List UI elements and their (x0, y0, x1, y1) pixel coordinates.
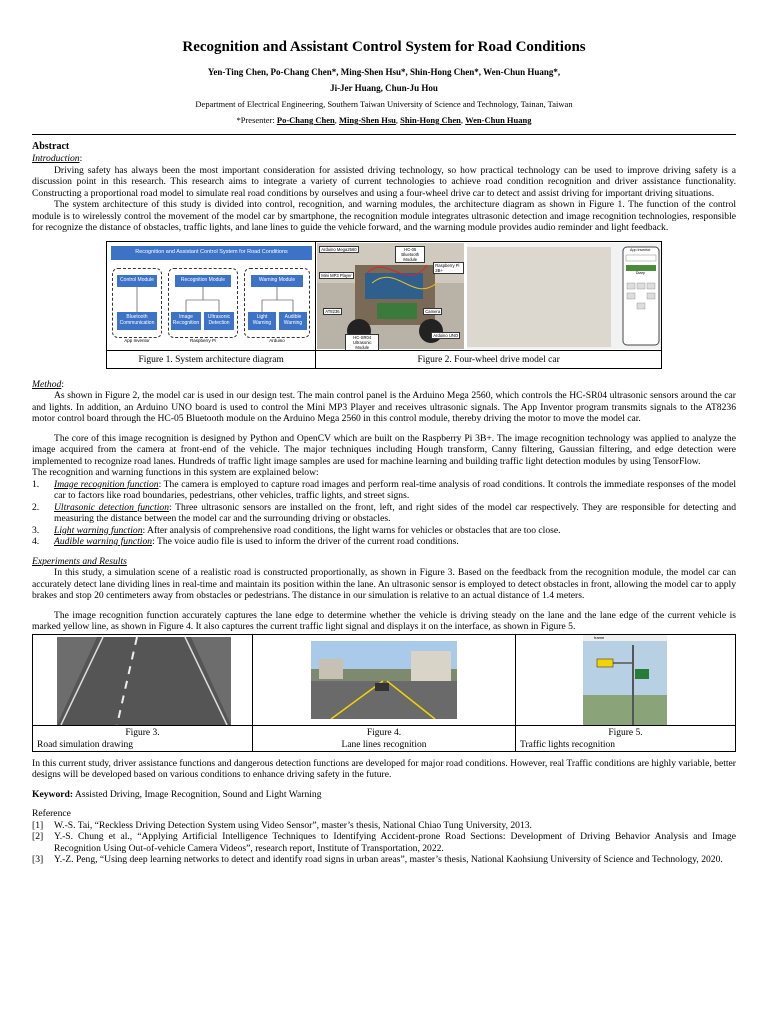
architecture-diagram (111, 246, 312, 344)
presenter-label: *Presenter: (236, 115, 275, 125)
presenter-line: *Presenter: Po-Chang Chen, Ming-Shen Hsu, Shin-Hong Chen, Wen-Chun Huang (236, 115, 532, 125)
affiliation: Department of Electrical Engineering, Southern Taiwan University of Science and Technology, Tainan, Taiwan (195, 99, 573, 109)
list-item: 2. Ultrasonic detection function: Three ultrasonic sensors are installed on the front, left, and right sides of the model car respectively. They are responsible for detecting and measuring the distance between the model car and the surrounding driving or obstacles. (32, 501, 736, 524)
figure-5 (516, 635, 735, 751)
figure-row-top (106, 241, 662, 369)
figure-3 (33, 635, 253, 751)
figure-1-caption: Figure 1. System architecture diagram (107, 350, 315, 368)
traffic-light-image (583, 635, 667, 725)
fig5-window-title: frame (594, 634, 605, 640)
phone-app-label: Diary (635, 269, 645, 275)
car-label: Arduino UNO (433, 332, 459, 338)
list-item: 4. Audible warning function: The voice audio file is used to inform the driver of the current road conditions. (32, 536, 459, 547)
diagram-title-bar: Recognition and Assistant Control System for Road Conditions (111, 246, 312, 260)
figure-5-number: Figure 5. (608, 727, 643, 738)
car-label: Arduino Mega2560 (321, 246, 357, 252)
list-item: [1] W.-S. Tai, “Reckless Driving Detection System using Video Sensor”, master’s thesis, National Chiao Tung University, 2013. (32, 819, 532, 831)
figure-2-caption: Figure 2. Four-wheel drive model car (316, 350, 661, 368)
road-simulation-image (57, 637, 231, 725)
poster-page: Recognition and Assistant Control System for Road Conditions Yen-Ting Chen, Po-Chang Chen*, Ming-Shen Hsu*, Shin-Hong Chen*, Wen-Chun Huang*, Ji-Jer Huang, Chun-Ju Hou Department of Electrical Engineering, Southern Taiwan University of Science and Technology, Tainan, Taiwan *Presenter: Po-Chang Chen, Ming-Shen Hsu, Shin-Hong Chen, Wen-Chun Huang Abstract Introduction: Driving safety has always been the most important consideration for assisted driving technology, so how practical technology can be used to improve driving safety is a discussion point in this research. This research aims to integrate a variety of current technologies to achieve road condition recognition and driver assistance functionality. Constructing a proportional road model to simulate real road conditions by ourselves and using a four-wheel drive car to detect and assist driving for important driving situations. The system architecture of this study is divided into control, recognition, and warning modules, the architecture diagram as shown in Figure 1. The function of the control module is to wirelessly control the movement of the model car by smartphone, the recognition module integrates ultrasonic detection and image recognition technologies, responsible for recognize the distance of obstacles, traffic lights, and lane lines to guide the vehicle forward, and the warning module provides audio reminder and light feedback. Recognition and Assistant Control System for Road Conditions Control Module Recognition Module Warning Module Bluetooth Communication Image Recognition Ultrasonic Detection Light Warning Audible Warning App Inventor Raspberry Pi Arduino Figure 1. System architecture diagram Arduino Mega2560 HC-05 Bluetooth Module Raspberry Pi 3B+ Mini MP3 Player AT8236 Camera HC-SR04 Ultrasonic Module Arduino UNO App Inventor Diary Figure 2. Four-wheel drive model car Method: As shown in Figure 2, the model car is used in our design test. The main control panel is the Arduino Mega 2560, which controls the HC-SR04 ultrasonic sensors around the car and lights. In addition, an Arduino UNO board is used to control the Mini MP3 Player and receives ultrasonic signals. The App Inventor program transmits signals to the AT8236 motor control board through the HC-05 Bluetooth module on the Arduino Mega 2560 in this control module, thereby driving the motor to move the model car. The core of this image recognition is designed by Python and OpenCV which are built on the Raspberry Pi 3B+. The image recognition technology was applied to analyze the image acquired from the camera at front-end of the vehicle. The major techniques including Hough transform, Canny filtering, Gaussian filtering, and edge detection were implemented to recognize road lanes. Hundreds of traffic light image samples are used for machine learning and building traffic light detection modules by using TensorFlow. The recognition and warning functions in this system are explained below: 1. Image recognition function: The camera is employed to capture road images and perform real-time analysis of road conditions. It controls the immediate responses of the model car to factors like road boundaries, pedestrians, other vehicles, traffic lights, and street signs. 2. Ultrasonic detection function: Three ultrasonic sensors are installed on the front, left, and right sides of the model car respectively. They are responsible for detecting and measuring the distance between the model car and the surrounding driving or obstacles. 3. Light warning function: After analysis of comprehensive road conditions, the light warns for vehicles or obstacles that are too close. 4. Audible warning function: The voice audio file is used to inform the driver of the current road conditions. Experiments and Results In this study, a simulation scene of a realistic road is constructed proportionally, as shown in Figure 3. Based on the feedback from the recognition module, the model car can accurately detect lane dividing lines in real-time and maintain its position within the lane. An ultrasonic sensor is employed to detect obstacles in front, allowing the model car to apply brakes and stop 20 centimeters away from obstacles or pedestrians. The distance in our simulation is relative to an actual distance of 1.4 meters. The image recognition function accurately captures the lane edge to determine whether the vehicle is driving steady on the lane and the lane edge of the current vehicle is marked yellow line, as shown in Figure 4. It also captures the current traffic light signal and displays it on the interface, as shown in Figure 5. Figure 3. Road simulation drawing Figure 4. Lane lines recognition frame Figure 5. Traffic lights recognition In this current study, driver assistance functions and dangerous detection functions are developed for major road conditions. However, real Traffic conditions are highly variable, better designs will be developed based on various conditions to enhance driving safety in the future. Keyword: Assisted Driving, Image Recognition, Sound and Light Warning Reference [1] W.-S. Tai, “Reckless Driving Detection System using Video Sensor”, master’s thesis, National Chiao Tung University, 2013. [2] Y.-S. Chung et al., “Applying Artificial Intelligence Techniques to Identifying Accident-prone Road Sections: Development of Driving Behavior Analysis and Image Recognition Using Out-of-vehicle Camera Videos”, research report, Institute of Transportation, 2022. [3] Y.-Z. Peng, “Using deep learning networks to detect and identify road signs in urban areas”, master’s thesis, National Kaohsiung University of Science and Technology, 2020. (32, 39, 736, 865)
figure-1 (107, 242, 316, 368)
ultrasonic-detection-block: Ultrasonic Detection (204, 312, 234, 330)
presenter-name: Wen-Chun Huang (465, 115, 532, 125)
control-module-block: Control Module (117, 275, 157, 287)
figure-4-number: Figure 4. (366, 727, 402, 738)
experiments-heading: Experiments and Results (32, 555, 127, 567)
figure-5-label: Traffic lights recognition (520, 739, 615, 750)
figure-2 (316, 242, 661, 368)
figure-4 (253, 635, 516, 751)
app-inventor-label: App Inventor (124, 337, 150, 343)
figure-4-caption (253, 725, 515, 751)
diagram-connectors (111, 246, 312, 344)
car-label: Raspberry Pi 3B+ (433, 262, 464, 274)
arduino-label: Arduino (269, 337, 285, 343)
conclusion-paragraph: In this current study, driver assistance functions and dangerous detection functions are developed for major road conditions. However, real Traffic conditions are highly variable, better designs will be developed based on various conditions to enhance driving safety in the future. (32, 757, 736, 780)
method-paragraph-2: The core of this image recognition is designed by Python and OpenCV which are built on the Raspberry Pi 3B+. The image recognition technology was applied to analyze the image acquired from the camera at front-end of the vehicle. The major techniques including Hough transform, Canny filtering, Gaussian filtering, and edge detection were implemented to recognize road lanes. Hundreds of traffic light image samples are used for machine learning and building traffic light detection modules by using TensorFlow. (32, 432, 736, 467)
model-car-labels (319, 244, 464, 348)
figure-3-number: Figure 3. (125, 727, 160, 738)
method-paragraph-1: As shown in Figure 2, the model car is used in our design test. The main control panel is the Arduino Mega 2560, which controls the HC-SR04 ultrasonic sensors around the car and lights. In addition, an Arduino UNO board is used to control the Mini MP3 Player and receives ultrasonic signals. The App Inventor program transmits signals to the AT8236 motor control board through the HC-05 Bluetooth module on the Arduino Mega 2560 in this control module, thereby driving the motor to move the model car. (32, 390, 736, 424)
audible-warning-block: Audible Warning (279, 312, 307, 330)
intro-paragraph-1: Driving safety has always been the most important consideration for assisted driving technology, so how practical technology can be used to improve driving safety is a discussion point in this research. This research aims to integrate a variety of current technologies to achieve road condition recognition and driver assistance functionality. Constructing a proportional road model to simulate real road conditions by ourselves and using a four-wheel drive car to detect and assist driving for important driving situations. (32, 164, 736, 199)
warning-module-block: Warning Module (251, 275, 303, 287)
figure-5-caption (516, 725, 735, 751)
keywords: Assisted Driving, Image Recognition, Sound and Light Warning (74, 788, 322, 800)
presenter-name: Po-Chang Chen (276, 115, 335, 125)
phone-app-title: App Inventor (630, 247, 651, 252)
image-recognition-block: Image Recognition (171, 312, 201, 330)
recognition-module-block: Recognition Module (175, 275, 231, 287)
car-label: Mini MP3 Player (321, 272, 352, 278)
car-label: Camera (425, 308, 441, 314)
reference-list (32, 820, 736, 866)
list-item: [2] Y.-S. Chung et al., “Applying Artificial Intelligence Techniques to Identifying Accident-prone Road Sections: Development of Driving Behavior Analysis and Image Recognition Using Out-of-vehicle Camera Videos”, research report, Institute of Transportation, 2022. (32, 831, 736, 854)
lane-recognition-image (311, 641, 457, 719)
presenter-name: Shin-Hong Chen (400, 115, 461, 125)
raspberry-pi-label: Raspberry Pi (189, 337, 216, 343)
list-item: 3. Light warning function: After analysis of comprehensive road conditions, the light warns for vehicles or obstacles that are too close. (32, 524, 561, 536)
authors-line-2: Ji-Jer Huang, Chun-Ju Hou (330, 83, 438, 93)
list-item: [3] Y.-Z. Peng, “Using deep learning networks to detect and identify road signs in urban areas”, master’s thesis, National Kaohsiung University of Science and Technology, 2020. (32, 854, 723, 865)
list-item: 1. Image recognition function: The camera is employed to capture road images and perform real-time analysis of road conditions. It controls the immediate responses of the model car to factors like road boundaries, pedestrians, other vehicles, traffic lights, and street signs. (32, 478, 736, 501)
keyword-label: Keyword: (32, 788, 74, 800)
keywords-line (32, 789, 736, 801)
car-label: AT8236 (325, 308, 340, 314)
method-heading: Method (32, 378, 62, 390)
figure-row-bottom (32, 634, 736, 752)
authors-line-1: Yen-Ting Chen, Po-Chang Chen*, Ming-Shen Hsu*, Shin-Hong Chen*, Wen-Chun Huang*, (207, 67, 561, 77)
function-list (32, 479, 736, 548)
paper-title: Recognition and Assistant Control System for Road Conditions (182, 39, 586, 55)
abstract-heading: Abstract (32, 141, 70, 152)
experiments-paragraph-1: In this study, a simulation scene of a realistic road is constructed proportionally, as shown in Figure 3. Based on the feedback from the recognition module, the model car can accurately detect lane dividing lines in real-time and maintain its position within the lane. An ultrasonic sensor is employed to detect obstacles in front, allowing the model car to apply brakes and stop 20 centimeters away from obstacles or pedestrians. The distance in our simulation is relative to an actual distance of 1.4 meters. (32, 567, 736, 601)
method-paragraph-3: The recognition and warning functions in this system are explained below: (32, 467, 319, 478)
presenter-name: Ming-Shen Hsu (338, 115, 396, 125)
car-label: HC-SR04 Ultrasonic Module (345, 334, 379, 351)
car-label: HC-05 Bluetooth Module (395, 246, 425, 263)
introduction-heading: Introduction (32, 153, 80, 164)
figure-3-caption (33, 725, 252, 751)
figure-4-label: Lane lines recognition (341, 739, 427, 750)
light-warning-block: Light Warning (248, 312, 276, 330)
intro-paragraph-2: The system architecture of this study is divided into control, recognition, and warning modules, the architecture diagram as shown in Figure 1. The function of the control module is to wirelessly control the movement of the model car by smartphone, the recognition module integrates ultrasonic detection and image recognition technologies, responsible for recognize the distance of obstacles, traffic lights, and lane lines to guide the vehicle forward, and the warning module provides audio reminder and light feedback. (32, 199, 736, 233)
experiments-paragraph-2: The image recognition function accurately captures the lane edge to determine whether the vehicle is driving steady on the lane and the lane edge of the current vehicle is marked yellow line, as shown in Figure 4. It also captures the current traffic light signal and displays it on the interface, as shown in Figure 5. (32, 609, 736, 632)
bluetooth-block: Bluetooth Communication (117, 312, 157, 330)
header-divider (32, 134, 736, 135)
reference-heading: Reference (32, 808, 71, 819)
figure-3-label: Road simulation drawing (37, 739, 134, 750)
